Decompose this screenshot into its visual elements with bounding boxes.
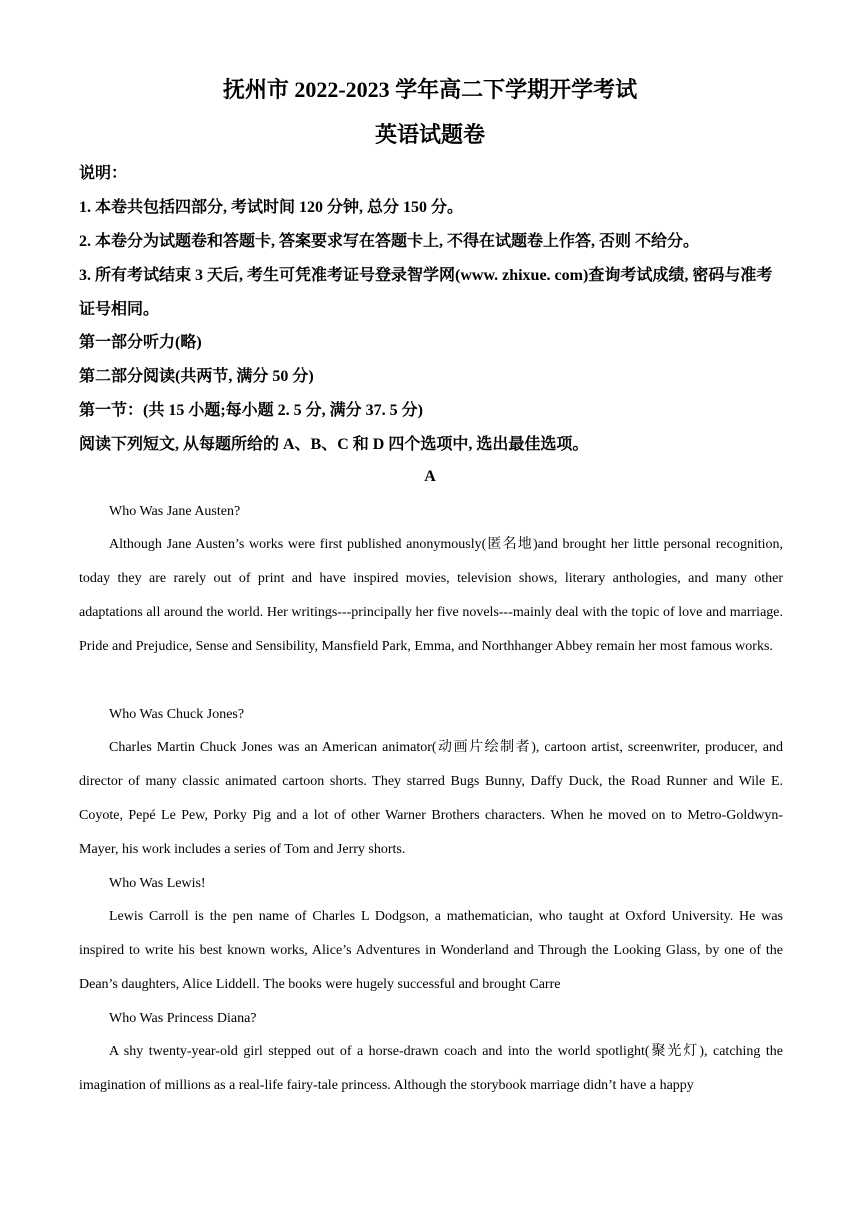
instructions-heading: 说明： bbox=[79, 165, 128, 182]
passage-heading-austen: Who Was Jane Austen? bbox=[109, 504, 241, 519]
passage-paragraph-lewis bbox=[79, 900, 783, 1002]
passage-paragraph-jones bbox=[79, 731, 783, 867]
paragraph-text: Although Jane Austen’s works were first published anonymously(匿名地)and brought her little personal recognition, today they are rarely out of print and have inspired movies, television shows, literary anthologies, and many other adaptations all around the world. Her writings---principally her five novels---mainly deal with the topic of love and marriage. Pride and Prejudice, Sense and Sensibility, Mansfield Park, Emma, and Northhanger Abbey remain her most famous works. bbox=[79, 537, 783, 654]
instruction-3: 3. 所有考试结束 3 天后, 考生可凭准考证号登录智学网(www. zhixue. com)查询考试成绩, 密码与准考证号相同。 bbox=[79, 267, 773, 318]
paragraph-text: Charles Martin Chuck Jones was an American animator(动画片绘制者), cartoon artist, screenwriter, producer, and director of many classic animated cartoon shorts. They starred Bugs Bunny, Daffy Duck, the Road Runner and Wile E. Coyote, Pepé Le Pew, Porky Pig and a lot of other Warner Brothers characters. When he moved on to Metro-Goldwyn-Mayer, his work includes a series of Tom and Jerry shorts. bbox=[79, 740, 783, 857]
part2-heading: 第二部分阅读(共两节, 满分 50 分) bbox=[79, 368, 314, 385]
passage-paragraph-austen bbox=[79, 528, 783, 664]
passage-heading-jones: Who Was Chuck Jones? bbox=[109, 707, 245, 722]
reading-directions: 阅读下列短文, 从每题所给的 A、B、C 和 D 四个选项中, 选出最佳选项。 bbox=[79, 436, 589, 453]
passage-paragraph-diana bbox=[79, 1035, 783, 1103]
exam-subtitle: 英语试题卷 bbox=[374, 122, 485, 147]
instruction-1: 1. 本卷共包括四部分, 考试时间 120 分钟, 总分 150 分。 bbox=[79, 199, 464, 216]
paragraph-text: A shy twenty-year-old girl stepped out of a horse-drawn coach and into the world spotlight(聚光灯), catching the imagination of millions as a real-life fairy-tale princess. Although the storybook marriage didn’t have a happy bbox=[79, 1044, 783, 1093]
exam-title: 抚州市 2022-2023 学年高二下学期开学考试 bbox=[222, 77, 638, 102]
section1-heading: 第一节：(共 15 小题;每小题 2. 5 分, 满分 37. 5 分) bbox=[79, 402, 423, 419]
paragraph-text: Lewis Carroll is the pen name of Charles L Dodgson, a mathematician, who taught at Oxford University. He was inspired to write his best known works, Alice’s Adventures in Wonderland and Through the Looking Glass, by one of the Dean’s daughters, Alice Liddell. The books were hugely successful and brought Carre bbox=[79, 909, 783, 992]
passage-heading-diana: Who Was Princess Diana? bbox=[109, 1011, 257, 1026]
instruction-2: 2. 本卷分为试题卷和答题卡, 答案要求写在答题卡上, 不得在试题卷上作答, 否则 不给分。 bbox=[79, 233, 700, 250]
passage-label: A bbox=[424, 468, 436, 485]
passage-heading-lewis: Who Was Lewis! bbox=[109, 876, 206, 891]
part1-heading: 第一部分听力(略) bbox=[79, 334, 202, 351]
